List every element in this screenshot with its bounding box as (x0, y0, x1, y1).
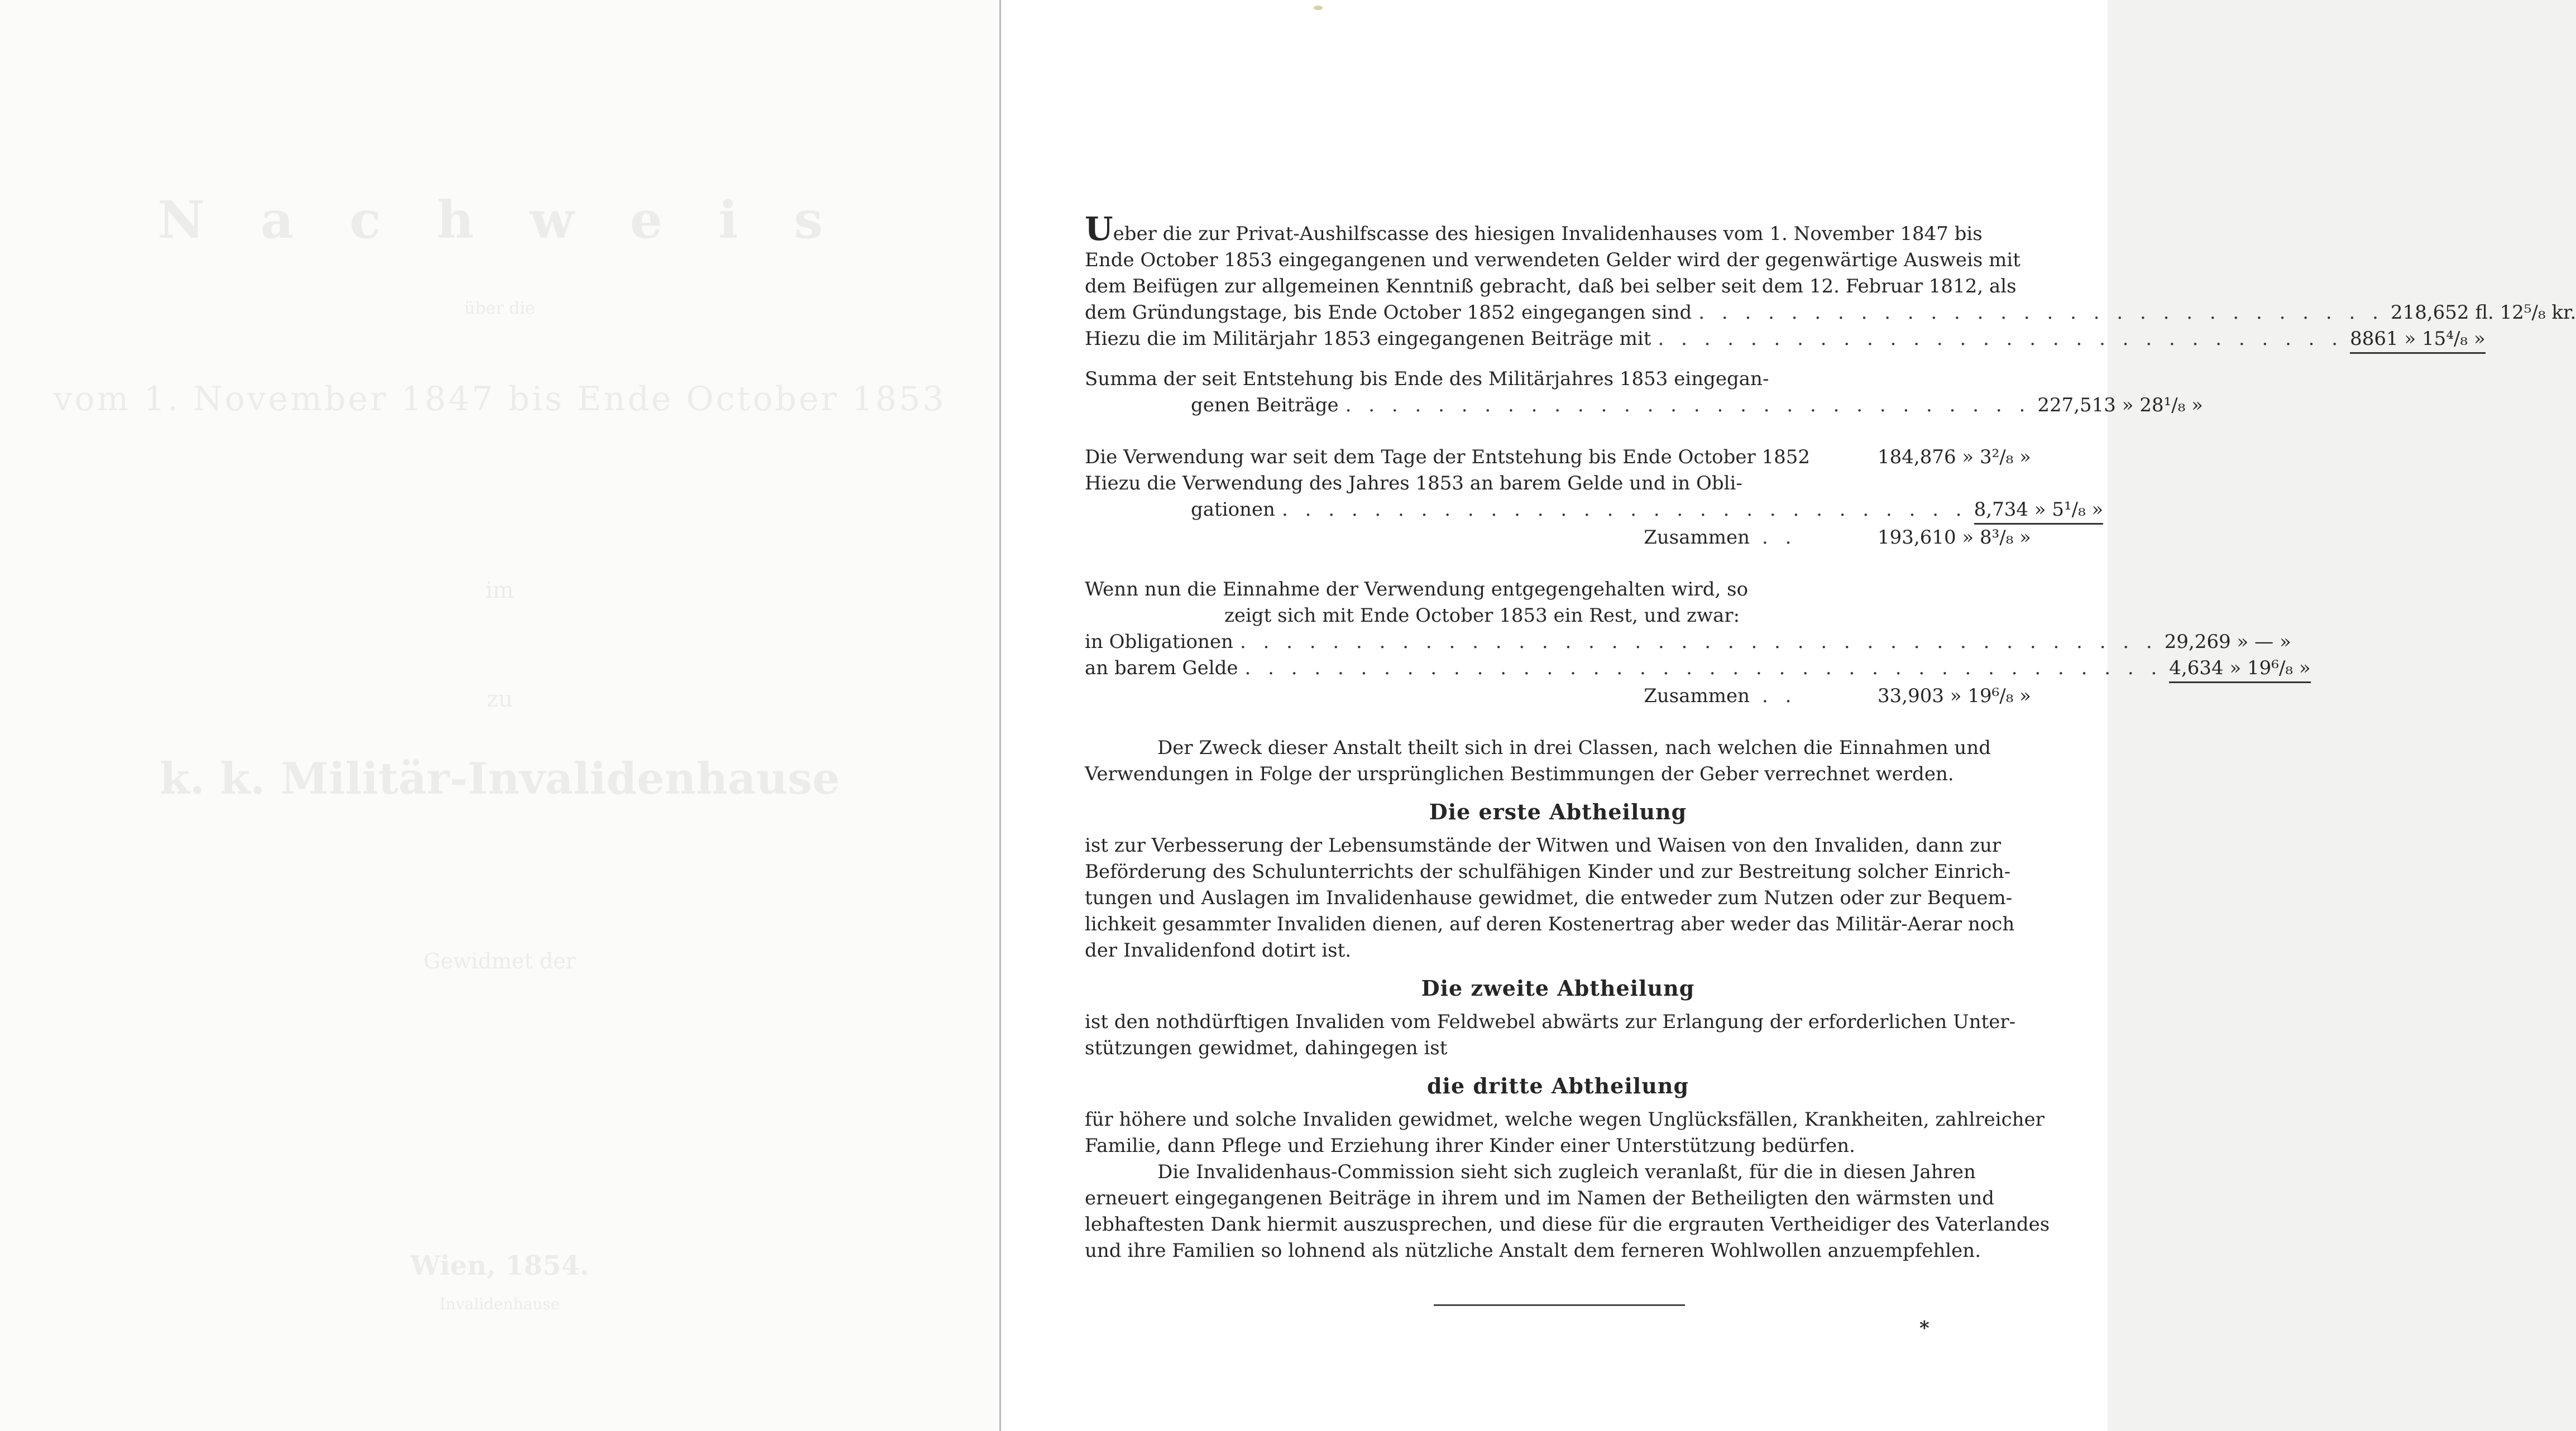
intro-line (1085, 247, 2031, 273)
ghost-line: im (485, 578, 514, 603)
ledger-label: in Obligationen (1085, 631, 1233, 653)
sum-line (1085, 366, 2031, 392)
paragraph-line: Familie, dann Pflege und Erziehung ihrer Kinder einer Unterstützung bedürfen. (1085, 1135, 1855, 1157)
ledger-label: dem Gründungstage, bis Ende October 1852 eingegangen sind (1085, 301, 1692, 324)
closing-paragraph (1085, 1159, 2050, 1264)
paragraph-line: stützungen gewidmet, dahingegen ist (1085, 1037, 1448, 1059)
ledger-amount: 218,652 fl. 12⁵/₈ kr. (2390, 301, 2576, 324)
ledger-amount: 227,513 » 28¹/₈ » (2037, 394, 2203, 416)
total-row: Zusammen . . 33,903 » 19⁶/₈ » (1085, 683, 2031, 709)
intro-line (1085, 273, 2031, 300)
total-label: Zusammen (1644, 685, 1750, 707)
paragraph-line: der Invalidenfond dotirt ist. (1085, 939, 1352, 962)
paper-speck (1314, 6, 1323, 10)
section-heading: Die erste Abtheilung (1429, 799, 1687, 824)
intro-text: eber die zur Privat-Aushilfscasse des hiesigen Invalidenhauses vom 1. November 1847 bis (1113, 223, 1983, 245)
total-label: Zusammen (1644, 526, 1750, 549)
paragraph-line: Die Invalidenhaus-Commission sieht sich zugleich veranlaßt, für die in diesen Jahren (1157, 1161, 1976, 1183)
ledger-row: an barem Gelde . . . . . . . . . . . . . . . . . . . . . . . . . . . . . . . . . . . . . . . . 4,634 » 19⁶/₈ » (1085, 655, 2031, 683)
intro-line (1085, 210, 2031, 248)
ledger-amount: 8,734 » 5¹/₈ » (1974, 497, 2104, 525)
ledger-amount: 4,634 » 19⁶/₈ » (2169, 655, 2310, 683)
paragraph-line: ist den nothdürftigen Invaliden vom Feldwebel abwärts zur Erlangung der erforderlichen Unter- (1085, 1011, 2016, 1033)
intro-text: Ende October 1853 eingegangenen und verwendeten Gelder wird der gegenwärtige Ausweis mit (1085, 249, 2020, 271)
ghost-line: über die (464, 299, 535, 318)
ghost-line: zu (486, 686, 513, 712)
ghost-line: k. k. Militär-Invalidenhause (159, 753, 840, 804)
ledger-row: genen Beiträge . . . . . . . . . . . . . . . . . . . . . . . . . . . . . . 227,513 » 28¹/₈ » (1085, 392, 2031, 419)
paragraph-line: lebhaftesten Dank hiermit auszusprechen, und diese für die ergrauten Vertheidiger des Vaterlandes (1085, 1213, 2050, 1236)
paragraph-line: tungen und Auslagen im Invalidenhause gewidmet, die entweder zum Nutzen oder zur Bequem- (1085, 887, 2013, 909)
ledger-amount: 29,269 » — » (2164, 631, 2291, 653)
ledger-label: Die Verwendung war seit dem Tage der Entstehung bis Ende October 1852 (1085, 446, 1811, 468)
ghost-line: Gewidmet der (423, 949, 576, 973)
ghost-line: Invalidenhause (439, 1295, 560, 1313)
ledger-amount: 8861 » 15⁴/₈ » (2350, 326, 2486, 354)
ledger-amount: 184,876 » 3²/₈ » (1878, 446, 2031, 468)
ledger-row (1085, 444, 2031, 470)
total-amount: 33,903 » 19⁶/₈ » (1878, 685, 2031, 707)
sum-text: Summa der seit Entstehung bis Ende des Militärjahres 1853 eingegan- (1085, 368, 1769, 390)
closing-divider (1434, 1304, 1685, 1306)
section-heading: die dritte Abtheilung (1426, 1073, 1689, 1098)
drop-cap: U (1085, 210, 1113, 248)
use-line (1085, 470, 2031, 497)
signature-mark: * (1919, 1317, 1929, 1339)
paragraph-line: für höhere und solche Invaliden gewidmet, welche wegen Unglücksfällen, Krankheiten, zahlreicher (1085, 1108, 2044, 1131)
ghost-title: N a c h w e i s (157, 190, 842, 250)
section1-paragraph (1085, 833, 2031, 964)
paragraph-line: und ihre Familien so lohnend als nützliche Anstalt dem ferneren Wohlwollen anzuempfehlen. (1085, 1240, 1981, 1262)
section-heading: Die zweite Abtheilung (1421, 976, 1695, 1001)
paragraph-line: Verwendungen in Folge der ursprünglichen Bestimmungen der Geber verrechnet werden. (1085, 763, 1954, 785)
rest-text: zeigt sich mit Ende October 1853 ein Rest, und zwar: (1224, 604, 1740, 627)
ledger-label: an barem Gelde (1085, 657, 1238, 679)
ledger-label: Hiezu die im Militärjahr 1853 eingegangenen Beiträge mit (1085, 328, 1651, 350)
total-amount: 193,610 » 8³/₈ » (1878, 526, 2031, 549)
ghost-line: vom 1. November 1847 bis Ende October 1853 (53, 380, 946, 419)
section3-paragraph (1085, 1107, 2044, 1159)
paragraph-line: erneuert eingegangenen Beiträge in ihrem und im Namen der Betheiligten den wärmsten und (1085, 1187, 1995, 1209)
paragraph-line: Beförderung des Schulunterrichts der schulfähigen Kinder und zur Bestreitung solcher Einrich- (1085, 861, 2011, 883)
left-facing-page (0, 0, 999, 1431)
right-page (999, 0, 2576, 1431)
ledger-row: in Obligationen . . . . . . . . . . . . . . . . . . . . . . . . . . . . . . . . . . . . . . . . 29,269 » — » (1085, 629, 2031, 655)
section2-paragraph (1085, 1009, 2031, 1062)
report-body (1085, 210, 2576, 1264)
ledger-row: dem Gründungstage, bis Ende October 1852 eingegangen sind . . . . . . . . . . . . . . . . . . . . . . . . . . . . . . 218,652 fl. 12⁵/₈ kr. (1085, 300, 2031, 326)
ledger-label: gationen (1191, 498, 1275, 521)
paragraph-line: lichkeit gesammter Invaliden dienen, auf deren Kostenertrag aber weder das Militär-Aerar noch (1085, 913, 2015, 935)
ledger-row: gationen . . . . . . . . . . . . . . . . . . . . . . . . . . . . . . 8,734 » 5¹/₈ » (1085, 497, 2031, 525)
ledger-label: genen Beiträge (1191, 394, 1339, 416)
intro-text: dem Beifügen zur allgemeinen Kenntniß gebracht, daß bei selber seit dem 12. Februar 1812, als (1085, 275, 2017, 297)
total-row: Zusammen . . 193,610 » 8³/₈ » (1085, 525, 2031, 551)
rest-text: Wenn nun die Einnahme der Verwendung entgegengehalten wird, so (1085, 578, 1749, 601)
ledger-row: Hiezu die im Militärjahr 1853 eingegangenen Beiträge mit . . . . . . . . . . . . . . . . . . . . . . . . . . . . . . 8861 » 15⁴/₈ » (1085, 326, 2031, 354)
paragraph-line: Der Zweck dieser Anstalt theilt sich in drei Classen, nach welchen die Einnahmen und (1157, 737, 1991, 759)
paragraph-line: ist zur Verbesserung der Lebensumstände der Witwen und Waisen von den Invaliden, dann zur (1085, 834, 2002, 857)
rest-line (1085, 603, 2031, 629)
use-text: Hiezu die Verwendung des Jahres 1853 an barem Gelde und in Obli- (1085, 472, 1742, 494)
rest-line (1085, 577, 2031, 603)
ghost-line: Wien, 1854. (410, 1250, 590, 1281)
purpose-paragraph (1085, 735, 2031, 787)
